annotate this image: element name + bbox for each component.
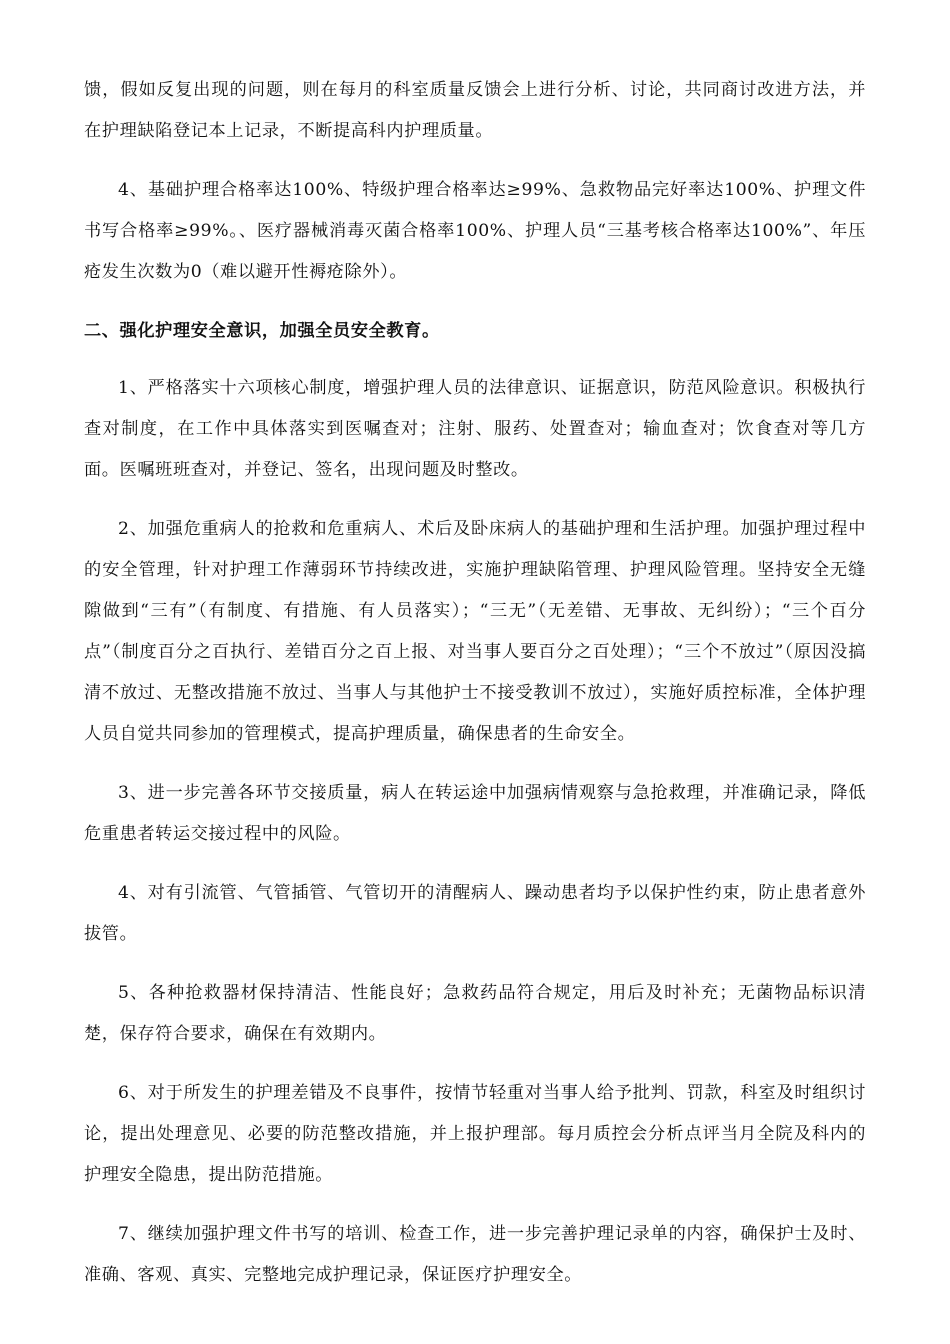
paragraph-item-4: 4、对有引流管、气管插管、气管切开的清醒病人、躁动患者均予以保护性约束，防止患者意外拔管。 [84, 883, 866, 944]
paragraph-item-2: 2、加强危重病人的抢救和危重病人、术后及卧床病人的基础护理和生活护理。加强护理过程中的安全管理，针对护理工作薄弱环节持续改进，实施护理缺陷管理、护理风险管理。坚持安全无缝隙做到“三有”（有制度、有措施、有人员落实）；“三无”（无差错、无事故、无纠纷）；“三个百分点”（制度百分之百执行、差错百分之百上报、对当事人要百分之百处理）；“三个不放过”（原因没搞清不放过、无整改措施不放过、当事人与其他护士不接受教训不放过），实施好质控标准，全体护理人员自觉共同参加的管理模式，提高护理质量，确保患者的生命安全。 [84, 519, 866, 744]
paragraph-item-1: 1、严格落实十六项核心制度，增强护理人员的法律意识、证据意识，防范风险意识。积极执行查对制度，在工作中具体落实到医嘱查对；注射、服药、处置查对；输血查对；饮食查对等几方面。医嘱班班查对，并登记、签名，出现问题及时整改。 [84, 378, 866, 480]
paragraph-item-3: 3、进一步完善各环节交接质量，病人在转运途中加强病情观察与急抢救理，并准确记录，降低危重患者转运交接过程中的风险。 [84, 783, 866, 844]
paragraph-item-6: 6、对于所发生的护理差错及不良事件，按情节轻重对当事人给予批判、罚款，科室及时组织讨论，提出处理意见、必要的防范整改措施，并上报护理部。每月质控会分析点评当月全院及科内的护理安全隐患，提出防范措施。 [84, 1083, 866, 1185]
section-heading: 二、强化护理安全意识，加强全员安全教育。 [84, 321, 440, 341]
paragraph-continuation: 馈，假如反复出现的问题，则在每月的科室质量反馈会上进行分析、讨论，共同商讨改进方法，并在护理缺陷登记本上记录，不断提高科内护理质量。 [84, 80, 866, 141]
paragraph-item-4-quality-targets: 4、基础护理合格率达100%、特级护理合格率达≥99%、急救物品完好率达100%、护理文件书写合格率≥99%。、医疗器械消毒灭菌合格率100%、护理人员“三基考核合格率达100%”、年压疮发生次数为0（难以避开性褥疮除外）。 [84, 180, 866, 282]
document-page [84, 70, 866, 1314]
paragraph-item-7: 7、继续加强护理文件书写的培训、检查工作，进一步完善护理记录单的内容，确保护士及时、准确、客观、真实、完整地完成护理记录，保证医疗护理安全。 [84, 1224, 866, 1285]
paragraph-item-5: 5、各种抢救器材保持清洁、性能良好；急救药品符合规定，用后及时补充；无菌物品标识清楚，保存符合要求，确保在有效期内。 [84, 983, 866, 1044]
